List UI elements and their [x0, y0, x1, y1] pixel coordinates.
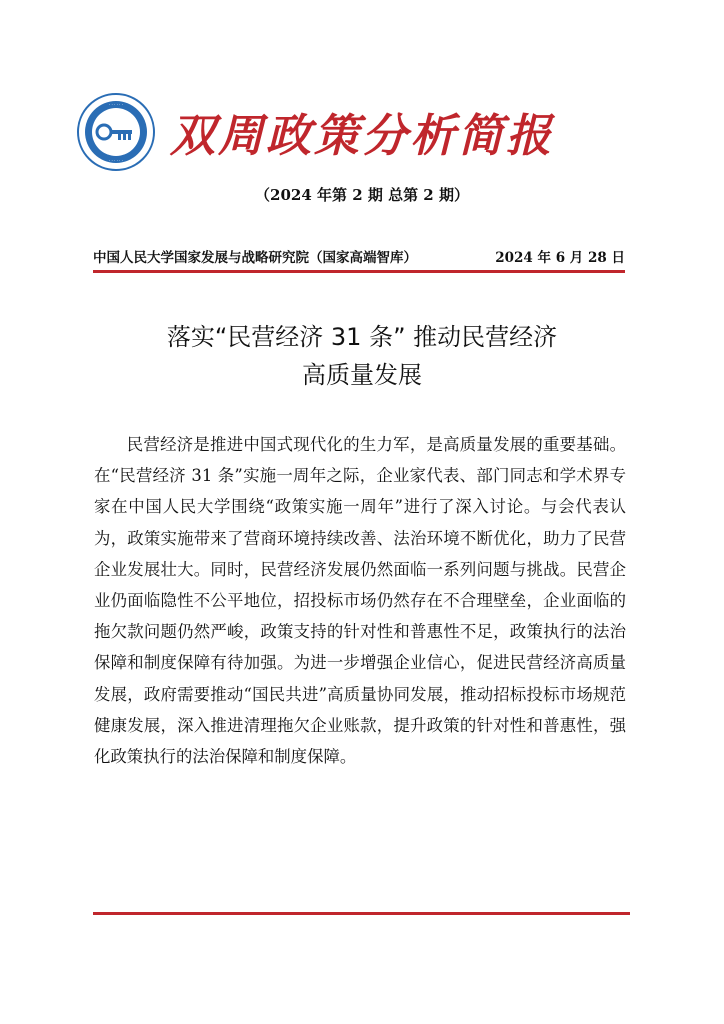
org-date-line: [93, 246, 625, 266]
publish-date: 2024 年 6 月 28 日: [495, 250, 625, 266]
issue-number: （2024 年第 2 期 总第 2 期）: [255, 186, 469, 204]
key-emblem-icon: [77, 93, 155, 171]
bottom-red-rule: [93, 912, 630, 915]
logo: [77, 93, 155, 171]
article-title: [0, 318, 724, 394]
organization-name: 中国人民大学国家发展与战略研究院（国家高端智库）: [93, 250, 417, 266]
svg-text:· · · · · ·: · · · · · ·: [109, 102, 123, 107]
article-paragraph: 民营经济是推进中国式现代化的生力军，是高质量发展的重要基础。在“民营经济 31 条”实施一周年之际，企业家代表、部门同志和学术界专家在中国人民大学围绕“政策实施一周年”进行了深入讨论。与会代表认为，政策实施带来了营商环境持续改善、法治环境不断优化，助力了民营企业发展壮大。同时，民营经济发展仍然面临一系列问题与挑战。民营企业仍面临隐性不公平地位，招投标市场仍然存在不合理壁垒，企业面临的拖欠款问题仍然严峻，政策支持的针对性和普惠性不足，政策执行的法治保障和制度保障有待加强。为进一步增强企业信心，促进民营经济高质量发展，政府需要推动“国民共进”高质量协同发展，推动招标投标市场规范健康发展，深入推进清理拖欠企业账款，提升政策的针对性和普惠性，强化政策执行的法治保障和制度保障。: [94, 435, 626, 767]
article-title-line-2: 高质量发展: [302, 361, 422, 389]
svg-text:· · · · · ·: · · · · · ·: [109, 158, 123, 163]
top-red-rule: [93, 270, 625, 273]
article-title-line-1: 落实“民营经济 31 条” 推动民营经济: [166, 323, 558, 351]
masthead-title: 双周政策分析简报: [170, 109, 555, 162]
